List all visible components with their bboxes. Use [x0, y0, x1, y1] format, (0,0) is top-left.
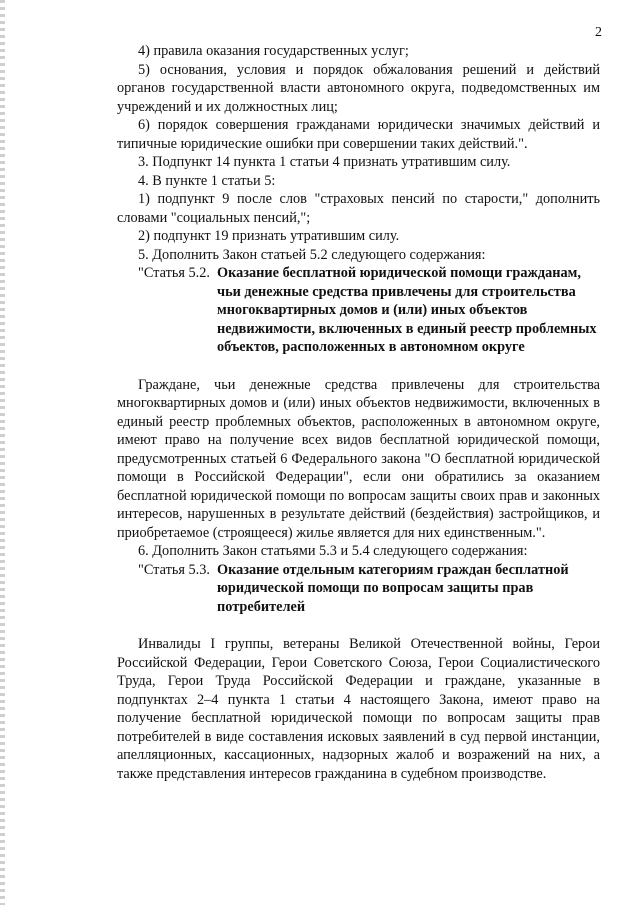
- article-title: Оказание бесплатной юридической помощи гражданам, чьи денежные средства привлечены для строительства многоквартирных домов и (или) иных объектов недвижимости, включенных в единый реестр проблемных объектов, расположенных в автономном округе: [217, 265, 597, 355]
- article-5-3-heading: [117, 561, 600, 617]
- list-item: 6) порядок совершения гражданами юридически значимых действий и типичные юридические ошибки при совершении таких действий.".: [117, 117, 600, 152]
- scan-edge: [0, 0, 5, 905]
- article-label: "Статья 5.3.: [138, 561, 210, 578]
- amendment-paragraph: 4. В пункте 1 статьи 5:: [138, 172, 276, 189]
- list-item: 4) правила оказания государственных услуг;: [138, 43, 409, 59]
- document-body: [117, 42, 600, 783]
- list-item: 1) подпункт 9 после слов "страховых пенсий по старости," дополнить словами "социальных пенсий,";: [117, 191, 600, 226]
- page-number: 2: [595, 25, 602, 40]
- article-text: Граждане, чьи денежные средства привлечены для строительства многоквартирных домов и (или) иных объектов недвижимости, включенных в единый реестр проблемных объектов, расположенных в автономном округе, имеют право на получение всех видов бесплатной юридической помощи, предусмотренных статьей 6 Федерального закона "О бесплатной юридической помощи в Российской Федерации", если они обратились за оказанием бесплатной юридической помощи по вопросам защиты своих прав и законных интересов, нарушенных в результате действий (бездействия) застройщиков, и приобретаемое (строящееся) жилье является для них единственным.".: [117, 376, 600, 541]
- article-text: Инвалиды I группы, ветераны Великой Отечественной войны, Герои Российской Федерации, Герои Советского Союза, Герои Социалистического Труда, Герои Труда Российской Федерации и граждане, указанные в подпунктах 2–4 пункта 1 статьи 4 настоящего Закона, имеют право на получение бесплатной юридической помощи по вопросам защиты прав потребителей в виде составления исковых заявлений в суд первой инстанции, апелляционных, кассационных, надзорных жалоб и возражений на них, а также представления интересов гражданина в судебном производстве.: [117, 636, 600, 782]
- article-title: Оказание отдельным категориям граждан бесплатной юридической помощи по вопросам защиты прав потребителей: [217, 561, 569, 615]
- amendment-paragraph: 5. Дополнить Закон статьей 5.2 следующего содержания:: [138, 246, 486, 263]
- article-label: "Статья 5.2.: [138, 265, 210, 281]
- amendment-paragraph: 3. Подпункт 14 пункта 1 статьи 4 признать утратившим силу.: [138, 154, 511, 170]
- article-5-2-heading: [117, 264, 600, 357]
- list-item: 5) основания, условия и порядок обжалования решений и действий органов государственной власти автономного округа, подведомственных им учреждений и их должностных лиц;: [117, 61, 600, 115]
- amendment-paragraph: 6. Дополнить Закон статьями 5.3 и 5.4 следующего содержания:: [138, 543, 528, 559]
- list-item: 2) подпункт 19 признать утратившим силу.: [138, 228, 400, 244]
